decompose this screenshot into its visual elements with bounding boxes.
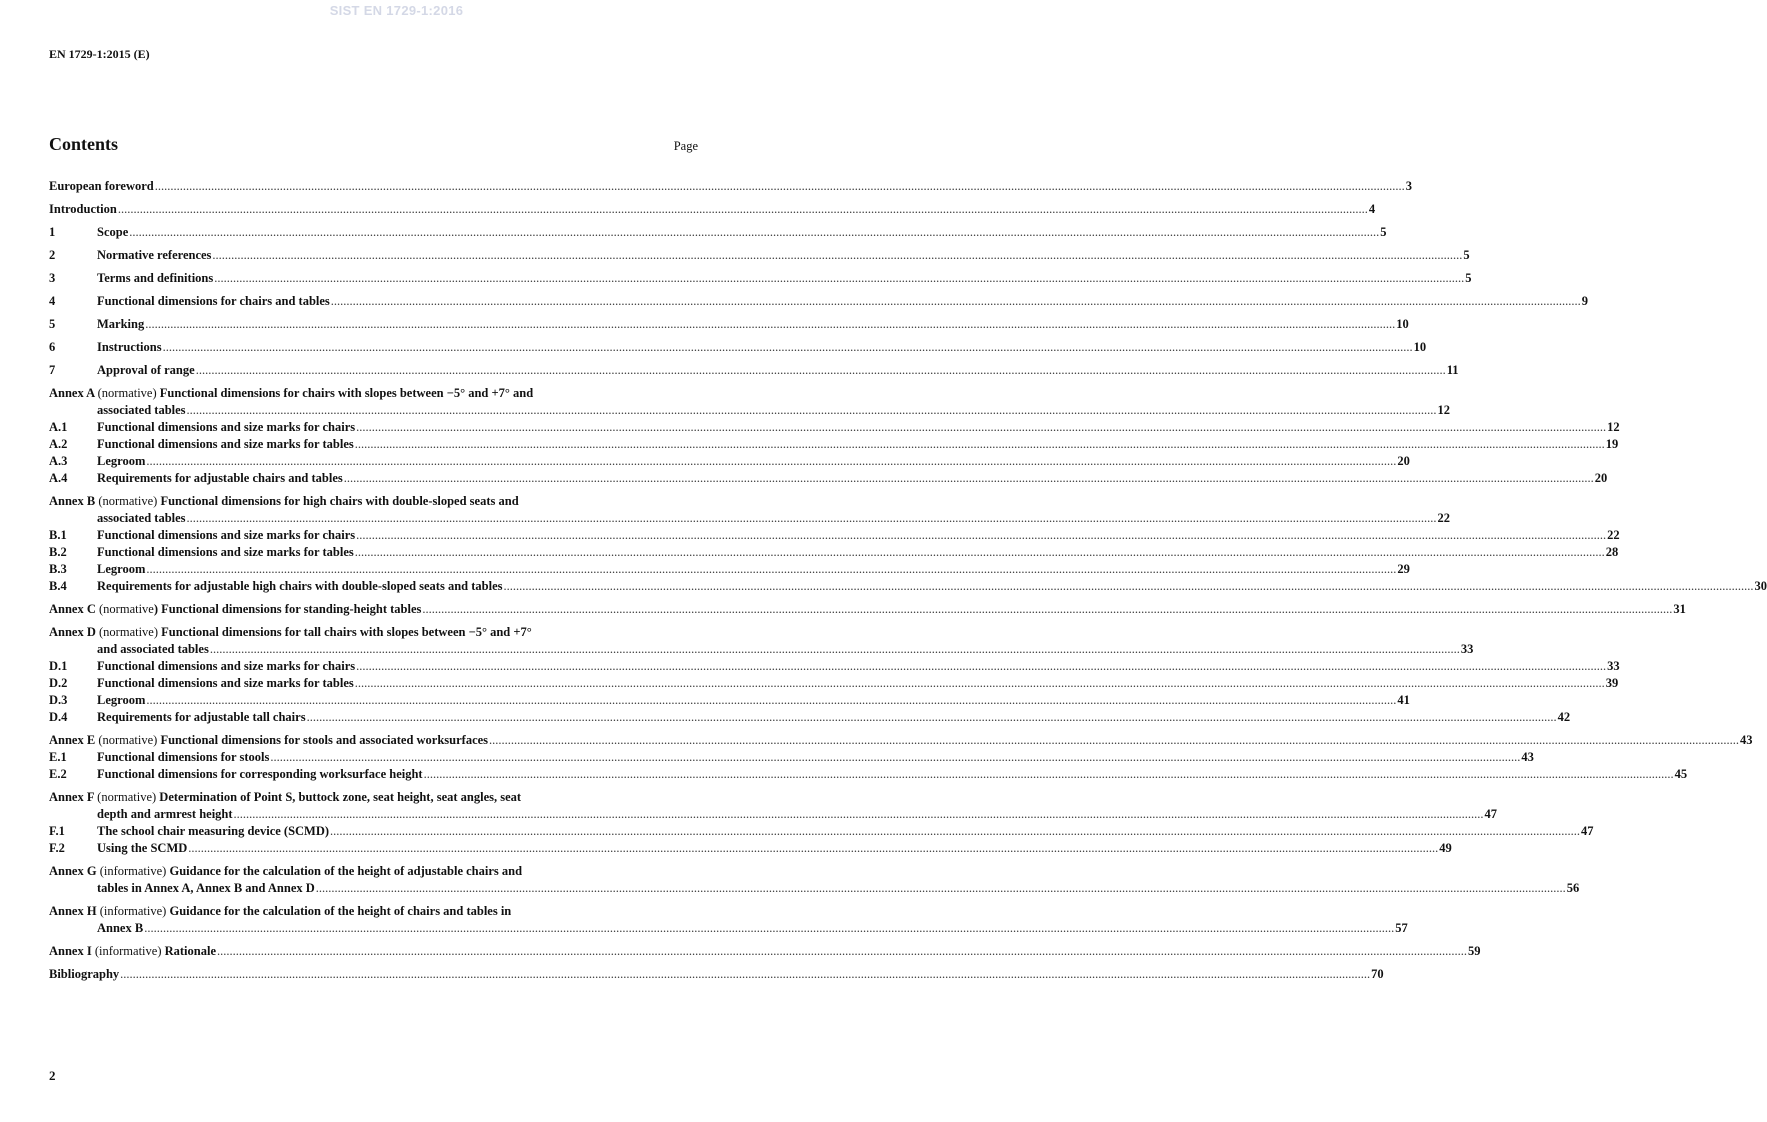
toc-line (49, 624, 698, 641)
annex-kind: (normative) (98, 733, 158, 747)
toc-title: Legroom (97, 454, 146, 468)
annex-title: Determination of Point S, buttock zone, seat height, seat angles, seat (159, 790, 522, 804)
annex-title-continued: and associated tables (97, 642, 209, 656)
toc-line (49, 806, 1498, 823)
toc-line (49, 544, 1619, 561)
dot-leader: ................................................................................................................................................................................................................................................................................................................................................................................................................ (186, 403, 1437, 417)
toc-line (49, 880, 1580, 897)
annex-prefix: Annex C (49, 602, 96, 616)
toc-title (49, 789, 521, 806)
toc-entry[interactable] (49, 339, 1427, 356)
toc-entry[interactable] (49, 863, 1580, 897)
dot-leader: ................................................................................................................................................................................................................................................................................................................................................................................................................ (154, 179, 1405, 193)
toc-page: 33 (1607, 659, 1620, 673)
toc-page: 12 (1607, 420, 1620, 434)
toc-line (49, 493, 698, 510)
toc-line (49, 749, 1534, 766)
toc-line (49, 920, 1408, 937)
toc-title (49, 385, 533, 402)
toc-entry[interactable] (49, 709, 1571, 726)
toc-line (49, 789, 698, 806)
annex-title: Guidance for the calculation of the height of adjustable chairs and (169, 864, 523, 878)
toc-entry[interactable] (49, 601, 1686, 618)
toc-page: 41 (1397, 693, 1410, 707)
dot-leader: ................................................................................................................................................................................................................................................................................................................................................................................................................ (422, 602, 1673, 616)
toc-line (49, 675, 1619, 692)
toc-entry[interactable] (49, 385, 1451, 419)
toc-page: 43 (1740, 733, 1753, 747)
toc-line (49, 692, 1410, 709)
toc-line (49, 966, 1384, 983)
annex-title-continued: associated tables (97, 403, 186, 417)
toc-page: 20 (1397, 454, 1410, 468)
toc-title: Legroom (97, 562, 146, 576)
toc-title (49, 903, 511, 920)
annex-prefix: Annex D (49, 625, 96, 639)
annex-title: Functional dimensions for tall chairs with slopes between −5° and +7° (161, 625, 532, 639)
toc-page: 3 (1405, 179, 1412, 193)
toc-entry[interactable] (49, 493, 1451, 527)
toc-line (49, 201, 1376, 218)
dot-leader: ................................................................................................................................................................................................................................................................................................................................................................................................................ (217, 944, 1467, 958)
toc-line (49, 527, 1620, 544)
toc-title: Normative references (97, 248, 212, 262)
toc-number: B.1 (49, 528, 67, 542)
toc-page: 10 (1413, 340, 1427, 354)
toc-page: 47 (1484, 807, 1498, 821)
toc-title: Terms and definitions (97, 271, 214, 285)
dot-leader: ................................................................................................................................................................................................................................................................................................................................................................................................................ (354, 437, 1605, 451)
dot-leader: ................................................................................................................................................................................................................................................................................................................................................................................................................ (195, 363, 1446, 377)
toc-line (49, 840, 1452, 857)
toc-line (49, 561, 1410, 578)
table-of-contents (49, 171, 1767, 983)
toc-title: Requirements for adjustable high chairs with double-sloped seats and tables (97, 579, 503, 593)
annex-title: Functional dimensions for stools and associated worksurfaces (157, 733, 489, 747)
toc-title: The school chair measuring device (SCMD) (97, 824, 330, 838)
toc-number: A.3 (49, 454, 68, 468)
toc-line (49, 658, 1620, 675)
toc-page: 43 (1521, 750, 1534, 764)
toc-line (49, 402, 1451, 419)
toc-number: D.1 (49, 659, 68, 673)
toc-page: 57 (1395, 921, 1408, 935)
page-column-label: Page (673, 139, 698, 153)
toc-entry[interactable] (49, 658, 1620, 675)
toc-title: Functional dimensions and size marks for chairs (97, 528, 356, 542)
toc-title: Legroom (97, 693, 146, 707)
toc-page: 12 (1437, 403, 1451, 417)
toc-page: 5 (1380, 225, 1387, 239)
dot-leader: ................................................................................................................................................................................................................................................................................................................................................................................................................ (503, 579, 1754, 593)
toc-line (49, 224, 1387, 241)
toc-entry[interactable] (49, 840, 1452, 857)
dot-leader: ................................................................................................................................................................................................................................................................................................................................................................................................................ (356, 659, 1607, 673)
toc-entry[interactable] (49, 419, 1620, 436)
toc-line (49, 316, 1409, 333)
toc-page: 59 (1468, 944, 1481, 958)
annex-kind: (normative) (97, 790, 157, 804)
toc-number: D.2 (49, 676, 68, 690)
toc-title: Functional dimensions for chairs and tables (97, 294, 330, 308)
toc-title: Functional dimensions for corresponding worksurface height (97, 767, 423, 781)
annex-prefix: Annex H (49, 904, 97, 918)
toc-line (49, 510, 1451, 527)
toc-title (49, 863, 522, 880)
toc-page: 33 (1460, 642, 1474, 656)
toc-title: Functional dimensions for stools (97, 750, 270, 764)
toc-title: Instructions (97, 340, 162, 354)
dot-leader: ................................................................................................................................................................................................................................................................................................................................................................................................................ (117, 202, 1368, 216)
toc-number: 7 (49, 363, 56, 377)
toc-title: European foreword (49, 179, 154, 193)
annex-title: Guidance for the calculation of the height of chairs and tables in (169, 904, 512, 918)
toc-page: 39 (1605, 676, 1619, 690)
toc-number: 5 (49, 317, 56, 331)
toc-page: 49 (1439, 841, 1452, 855)
toc-title: Functional dimensions and size marks for tables (97, 437, 354, 451)
toc-number: B.3 (49, 562, 67, 576)
annex-kind: (normative (99, 602, 154, 616)
toc-line (49, 293, 1589, 310)
dot-leader: ................................................................................................................................................................................................................................................................................................................................................................................................................ (146, 562, 1397, 576)
toc-title (49, 601, 421, 618)
toc-number: A.2 (49, 437, 68, 451)
toc-line (49, 385, 698, 402)
toc-title: Introduction (49, 202, 117, 216)
dot-leader: ................................................................................................................................................................................................................................................................................................................................................................................................................ (188, 841, 1439, 855)
toc-line (49, 709, 1571, 726)
toc-number: 3 (49, 271, 56, 285)
toc-entry[interactable] (49, 224, 1387, 241)
toc-page: 9 (1581, 294, 1589, 308)
contents-title: Contents (49, 134, 119, 154)
toc-title: Requirements for adjustable chairs and tables (97, 471, 343, 485)
toc-page: 30 (1754, 579, 1767, 593)
toc-line (49, 578, 1767, 595)
toc-number: 4 (49, 294, 56, 308)
annex-kind: (normative) (99, 625, 159, 639)
toc-number: E.1 (49, 750, 67, 764)
toc-line (49, 470, 1608, 487)
toc-number: F.2 (49, 841, 65, 855)
dot-leader: ................................................................................................................................................................................................................................................................................................................................................................................................................ (343, 471, 1594, 485)
toc-title: Scope (97, 225, 129, 239)
toc-line (49, 270, 1472, 287)
annex-prefix: Annex F (49, 790, 95, 804)
toc-entry[interactable] (49, 436, 1619, 453)
annex-kind: (informative) (94, 944, 162, 958)
annex-kind: (informative) (99, 904, 167, 918)
annex-title-continued: Annex B (97, 921, 144, 935)
toc-page: 28 (1605, 545, 1619, 559)
annex-title: Functional dimensions for high chairs with double-sloped seats and (160, 494, 519, 508)
toc-number: B.4 (49, 579, 67, 593)
annex-kind: (normative) (97, 386, 157, 400)
toc-page: 45 (1674, 767, 1688, 781)
toc-title: Bibliography (49, 967, 120, 981)
toc-page: 10 (1396, 317, 1409, 331)
dot-leader: ................................................................................................................................................................................................................................................................................................................................................................................................................ (315, 881, 1566, 895)
toc-line (49, 178, 1412, 195)
toc-entry[interactable] (49, 692, 1410, 709)
toc-page: 19 (1605, 437, 1619, 451)
dot-leader: ................................................................................................................................................................................................................................................................................................................................................................................................................ (209, 642, 1460, 656)
toc-entry[interactable] (49, 943, 1481, 960)
toc-title: Approval of range (97, 363, 195, 377)
toc-title: Functional dimensions and size marks for chairs (97, 420, 356, 434)
toc-page: 4 (1368, 202, 1376, 216)
toc-page: 47 (1581, 824, 1594, 838)
toc-number: F.1 (49, 824, 65, 838)
annex-prefix: Annex B (49, 494, 96, 508)
toc-line (49, 943, 1481, 960)
toc-entry[interactable] (49, 527, 1620, 544)
toc-entry[interactable] (49, 561, 1410, 578)
toc-line (49, 863, 698, 880)
toc-title (49, 943, 216, 960)
toc-page: 20 (1594, 471, 1608, 485)
toc-number: A.1 (49, 420, 68, 434)
annex-prefix: Annex I (49, 944, 92, 958)
toc-number: 6 (49, 340, 56, 354)
dot-leader: ................................................................................................................................................................................................................................................................................................................................................................................................................ (162, 340, 1413, 354)
toc-entry[interactable] (49, 247, 1470, 264)
dot-leader: ................................................................................................................................................................................................................................................................................................................................................................................................................ (233, 807, 1484, 821)
toc-entry[interactable] (49, 624, 1474, 658)
annex-kind: (informative) (99, 864, 167, 878)
toc-page: 70 (1371, 967, 1384, 981)
toc-entry[interactable] (49, 732, 1753, 749)
toc-line (49, 419, 1620, 436)
toc-number: E.2 (49, 767, 67, 781)
toc-entry[interactable] (49, 470, 1608, 487)
toc-title: Functional dimensions and size marks for tables (97, 545, 354, 559)
dot-leader: ................................................................................................................................................................................................................................................................................................................................................................................................................ (146, 454, 1397, 468)
toc-title: Using the SCMD (97, 841, 188, 855)
toc-entry[interactable] (49, 966, 1384, 983)
toc-line (49, 823, 1594, 840)
dot-leader: ................................................................................................................................................................................................................................................................................................................................................................................................................ (145, 317, 1396, 331)
annex-title: Rationale (161, 944, 216, 958)
toc-title (49, 493, 519, 510)
toc-entry[interactable] (49, 903, 1408, 937)
toc-page: 42 (1557, 710, 1571, 724)
toc-page: 22 (1437, 511, 1451, 525)
dot-leader: ................................................................................................................................................................................................................................................................................................................................................................................................................ (120, 967, 1371, 981)
toc-title (49, 624, 532, 641)
dot-leader: ................................................................................................................................................................................................................................................................................................................................................................................................................ (356, 420, 1607, 434)
annex-title: ) Functional dimensions for standing-height tables (153, 602, 422, 616)
toc-entry[interactable] (49, 453, 1410, 470)
toc-entry[interactable] (49, 766, 1688, 783)
toc-page: 56 (1566, 881, 1580, 895)
toc-line (49, 641, 1474, 658)
document-id: EN 1729-1:2015 (E) (49, 47, 150, 61)
toc-entry[interactable] (49, 578, 1767, 595)
toc-title: Functional dimensions and size marks for chairs (97, 659, 356, 673)
toc-page: 22 (1607, 528, 1620, 542)
annex-prefix: Annex G (49, 864, 97, 878)
dot-leader: ................................................................................................................................................................................................................................................................................................................................................................................................................ (354, 545, 1605, 559)
toc-entry[interactable] (49, 544, 1619, 561)
annex-prefix: Annex A (49, 386, 95, 400)
dot-leader: ................................................................................................................................................................................................................................................................................................................................................................................................................ (212, 248, 1463, 262)
toc-line (49, 903, 698, 920)
toc-number: D.3 (49, 693, 68, 707)
toc-title: Marking (97, 317, 145, 331)
toc-page: 31 (1673, 602, 1686, 616)
annex-title-continued: depth and armrest height (97, 807, 233, 821)
annex-title-continued: tables in Annex A, Annex B and Annex D (97, 881, 315, 895)
toc-line (49, 453, 1410, 470)
toc-entry[interactable] (49, 270, 1472, 287)
toc-entry[interactable] (49, 293, 1589, 310)
toc-page: 29 (1397, 562, 1410, 576)
dot-leader: ................................................................................................................................................................................................................................................................................................................................................................................................................ (330, 824, 1581, 838)
toc-entry[interactable] (49, 675, 1619, 692)
dot-leader: ................................................................................................................................................................................................................................................................................................................................................................................................................ (146, 693, 1397, 707)
toc-number: 2 (49, 248, 56, 262)
toc-number: 1 (49, 225, 56, 239)
toc-entry[interactable] (49, 823, 1594, 840)
dot-leader: ................................................................................................................................................................................................................................................................................................................................................................................................................ (214, 271, 1465, 285)
dot-leader: ................................................................................................................................................................................................................................................................................................................................................................................................................ (186, 511, 1437, 525)
dot-leader: ................................................................................................................................................................................................................................................................................................................................................................................................................ (354, 676, 1605, 690)
toc-entry[interactable] (49, 178, 1412, 195)
toc-number: B.2 (49, 545, 67, 559)
toc-line (49, 732, 1753, 749)
toc-entry[interactable] (49, 362, 1459, 379)
toc-line (49, 362, 1459, 379)
toc-entry[interactable] (49, 749, 1534, 766)
contents-heading (49, 134, 698, 158)
dot-leader: ................................................................................................................................................................................................................................................................................................................................................................................................................ (356, 528, 1607, 542)
dot-leader: ................................................................................................................................................................................................................................................................................................................................................................................................................ (306, 710, 1557, 724)
toc-page: 5 (1465, 271, 1472, 285)
annex-title-continued: associated tables (97, 511, 186, 525)
toc-page: 5 (1463, 248, 1470, 262)
toc-title: Functional dimensions and size marks for tables (97, 676, 354, 690)
toc-number: D.4 (49, 710, 68, 724)
toc-page: 11 (1446, 363, 1459, 377)
toc-title: Requirements for adjustable tall chairs (97, 710, 306, 724)
toc-line (49, 339, 1427, 356)
toc-entry[interactable] (49, 316, 1409, 333)
dot-leader: ................................................................................................................................................................................................................................................................................................................................................................................................................ (330, 294, 1581, 308)
dot-leader: ................................................................................................................................................................................................................................................................................................................................................................................................................ (489, 733, 1740, 747)
annex-title: Functional dimensions for chairs with slopes between −5° and +7° and (159, 386, 534, 400)
toc-line (49, 601, 1686, 618)
dot-leader: ................................................................................................................................................................................................................................................................................................................................................................................................................ (129, 225, 1380, 239)
toc-entry[interactable] (49, 201, 1376, 218)
watermark: SIST EN 1729-1:2016 (329, 3, 464, 18)
toc-line (49, 247, 1470, 264)
page-number: 2 (49, 1068, 56, 1083)
dot-leader: ................................................................................................................................................................................................................................................................................................................................................................................................................ (423, 767, 1674, 781)
toc-number: A.4 (49, 471, 68, 485)
toc-title (49, 732, 488, 749)
toc-entry[interactable] (49, 789, 1498, 823)
toc-line (49, 436, 1619, 453)
annex-prefix: Annex E (49, 733, 96, 747)
annex-kind: (normative) (98, 494, 158, 508)
toc-line (49, 766, 1688, 783)
dot-leader: ................................................................................................................................................................................................................................................................................................................................................................................................................ (144, 921, 1395, 935)
dot-leader: ................................................................................................................................................................................................................................................................................................................................................................................................................ (270, 750, 1521, 764)
